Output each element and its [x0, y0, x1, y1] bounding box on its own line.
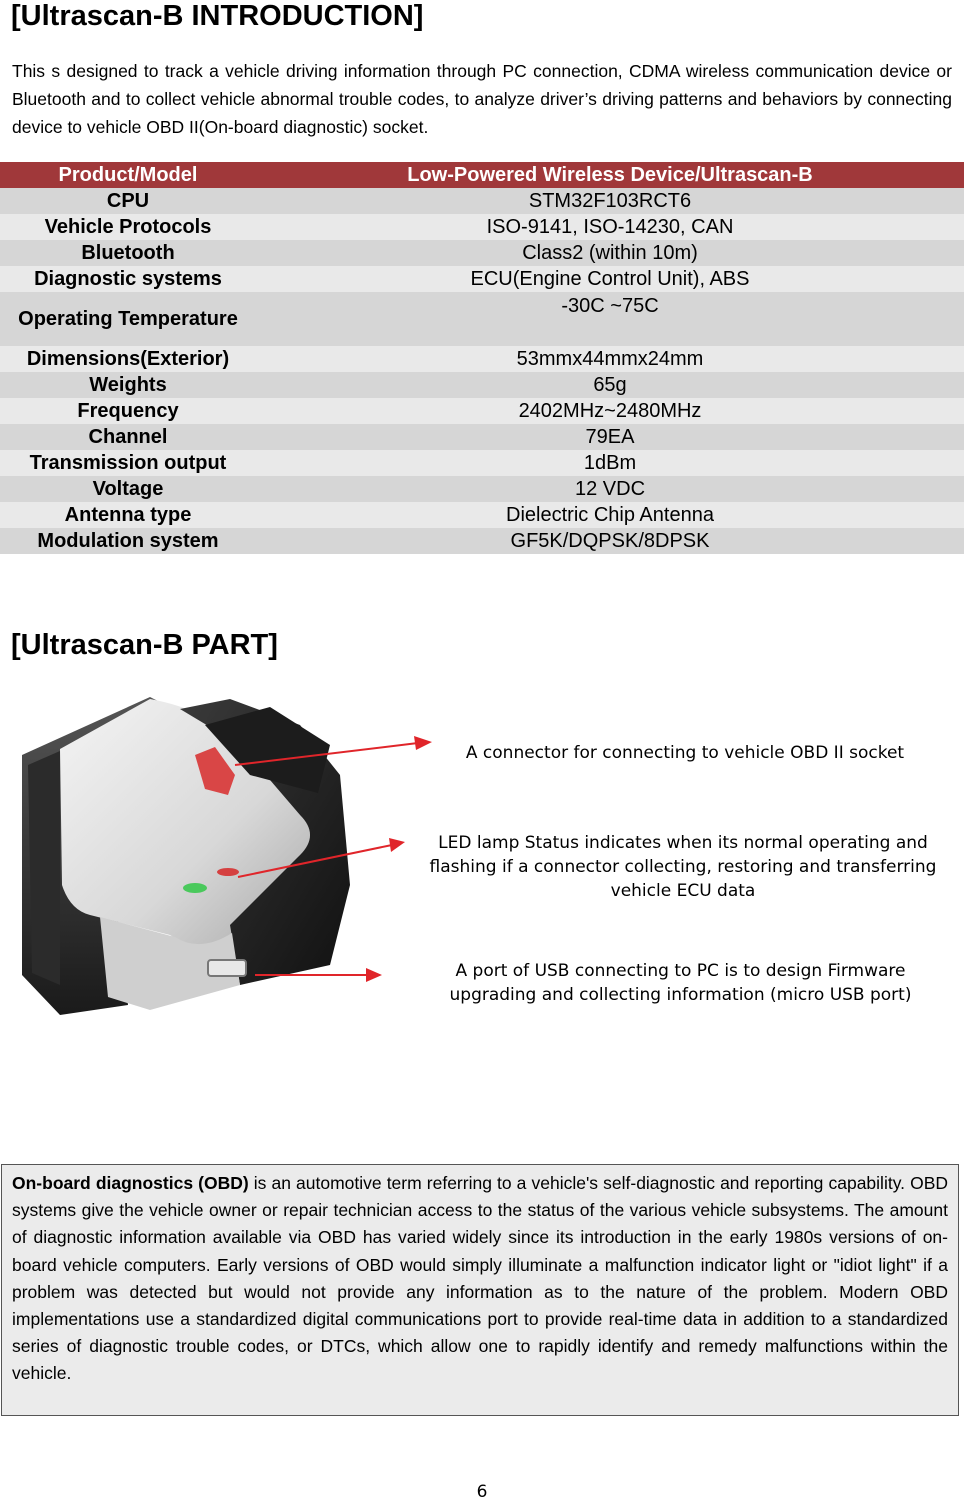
callout-usb: A port of USB connecting to PC is to design Firmware upgrading and collecting information (micro USB port) [449, 961, 912, 1005]
spec-row-vehicle-protocols [0, 214, 964, 240]
led-green-icon [183, 883, 207, 893]
spec-row-channel [0, 424, 964, 450]
spec-label: Diagnostic systems [0, 266, 256, 292]
spec-value: 65g [256, 372, 964, 398]
spec-value: 53mmx44mmx24mm [256, 346, 964, 372]
spec-label: Vehicle Protocols [0, 214, 256, 240]
spec-row-antenna-type [0, 502, 964, 528]
spec-row-diagnostic-systems [0, 266, 964, 292]
spec-row-bluetooth [0, 240, 964, 266]
spec-row-cpu [0, 188, 964, 214]
spec-table-header [0, 162, 964, 188]
spec-row-weights [0, 372, 964, 398]
spec-label: Modulation system [0, 528, 256, 554]
spec-value: 79EA [256, 424, 964, 450]
spec-value: 12 VDC [256, 476, 964, 502]
spec-value: 2402MHz~2480MHz [256, 398, 964, 424]
led-red-icon [217, 868, 239, 876]
spec-row-transmission-output [0, 450, 964, 476]
obd-note-box [1, 1164, 959, 1416]
spec-label: Weights [0, 372, 256, 398]
spec-value: Dielectric Chip Antenna [256, 502, 964, 528]
callout-led: LED lamp Status indicates when its normal operating and flashing if a connector collecting, restoring and transferring vehicle ECU data [429, 833, 937, 901]
spec-value: 1dBm [256, 450, 964, 476]
spec-value: Class2 (within 10m) [256, 240, 964, 266]
spec-table [0, 162, 964, 554]
page-number: 6 [476, 1482, 488, 1502]
intro-paragraph: This s designed to track a vehicle driving information through PC connection, CDMA wireless communication device or Bluetooth and to collect vehicle abnormal trouble codes, to analyze driver’s driving patterns and behaviors by connecting device to vehicle OBD II(On-board diagnostic) socket. [12, 61, 952, 137]
device-diagram [0, 685, 964, 1025]
spec-label: Channel [0, 424, 256, 450]
spec-value: GF5K/DQPSK/8DPSK [256, 528, 964, 554]
spec-row-voltage [0, 476, 964, 502]
spec-label: Bluetooth [0, 240, 256, 266]
spec-row-dimensions [0, 346, 964, 372]
spec-label: Antenna type [0, 502, 256, 528]
spec-label: Dimensions(Exterior) [0, 346, 256, 372]
usb-port-icon [208, 960, 246, 976]
part-title: [Ultrascan-B PART] [11, 629, 278, 661]
spec-label: Voltage [0, 476, 256, 502]
spec-value: STM32F103RCT6 [256, 188, 964, 214]
obd-note-text: is an automotive term referring to a vehicle's self-diagnostic and reporting capability. OBD systems give the vehicle owner or repair technician access to the status of the various vehicle subsystems. The amount of diagnostic information available via OBD has varied widely since its introduction in the early 1980s versions of on-board vehicle computers. Early versions of OBD would simply illuminate a malfunction indicator light or "idiot light" if a problem was detected but would not provide any information as to the nature of the problem. Modern OBD implementations use a standardized digital communications port to provide real-time data in addition to a standardized series of diagnostic trouble codes, or DTCs, which allow one to rapidly identify and remedy malfunctions within the vehicle. [12, 1173, 949, 1384]
spec-label: CPU [0, 188, 256, 214]
spec-value: -30C ~75C [256, 292, 964, 346]
obd-note-lead: On-board diagnostics (OBD) [12, 1173, 249, 1193]
spec-label: Transmission output [0, 450, 256, 476]
spec-row-operating-temperature [0, 292, 964, 346]
spec-value: ECU(Engine Control Unit), ABS [256, 266, 964, 292]
intro-title: [Ultrascan-B INTRODUCTION] [11, 0, 424, 32]
spec-row-modulation-system [0, 528, 964, 554]
spec-label: Operating Temperature [0, 292, 256, 346]
callout-connector: A connector for connecting to vehicle OBD II socket [465, 743, 905, 763]
spec-label: Frequency [0, 398, 256, 424]
spec-row-frequency [0, 398, 964, 424]
spec-header-value: Low-Powered Wireless Device/Ultrascan-B [256, 162, 964, 188]
device-body [22, 697, 350, 1015]
spec-value: ISO-9141, ISO-14230, CAN [256, 214, 964, 240]
spec-header-label: Product/Model [0, 162, 256, 188]
